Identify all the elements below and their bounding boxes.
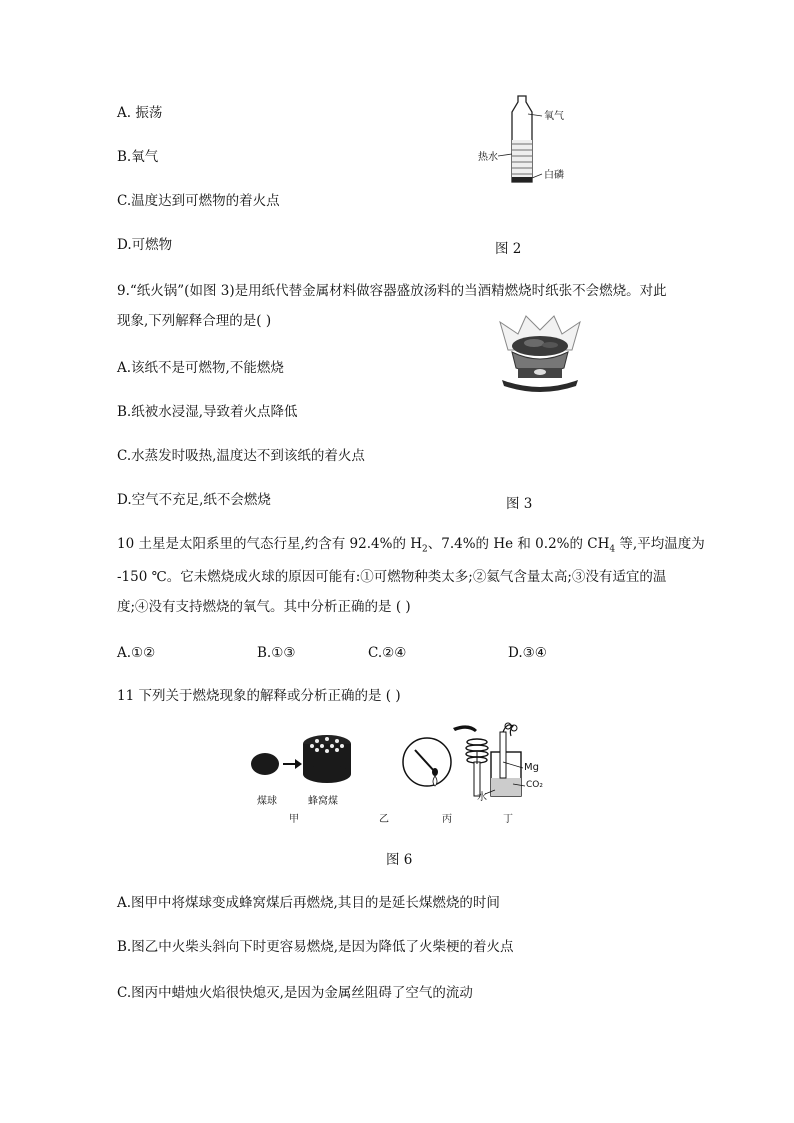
q9-option-c: C.水蒸发时吸热,温度达不到该纸的着火点: [117, 448, 365, 464]
q8-option-d: D.可燃物: [117, 237, 173, 253]
fig6-label-co2: CO₂: [526, 780, 543, 790]
fig6-label-jia: 甲: [289, 814, 299, 825]
fig6-label-water: 水: [477, 792, 487, 803]
q10-sub-2: 2: [422, 544, 428, 555]
q10-stem-line3: 度;④没有支持燃烧的氧气。其中分析正确的是 ( ): [117, 599, 411, 615]
q10-options: [117, 643, 677, 663]
fig2-label-hot-water: 热水: [478, 152, 498, 163]
figure-6: [245, 722, 555, 830]
q11-option-b: B.图乙中火柴头斜向下时更容易燃烧,是因为降低了火柴梗的着火点: [117, 939, 514, 955]
q8-option-c: C.温度达到可燃物的着火点: [117, 193, 280, 209]
q11-option-a: A.图甲中将煤球变成蜂窝煤后再燃烧,其目的是延长煤燃烧的时间: [117, 895, 500, 911]
q9-stem-line1: 9.“纸火锅”(如图 3)是用纸代替金属材料做容器盛放汤料的当酒精燃烧时纸张不会燃烧。对此: [117, 283, 667, 299]
q10-stem-line1: [117, 534, 705, 554]
figure-2-bottle: [478, 92, 578, 192]
q11-stem: 11 下列关于燃烧现象的解释或分析正确的是 ( ): [117, 688, 401, 704]
q10-option-c: C.②④: [368, 645, 407, 661]
fig6-label-honeycomb: 蜂窝煤: [308, 796, 338, 807]
q8-option-a: A. 振荡: [117, 105, 163, 121]
q10-line1-post: 等,平均温度为: [615, 536, 705, 552]
fig6-caption: 图 6: [386, 852, 413, 868]
fig2-label-oxygen: 氧气: [544, 111, 564, 122]
q8-option-b: B.氧气: [117, 149, 159, 165]
q10-line1-mid: 、7.4%的 He 和 0.2%的 CH: [427, 536, 610, 552]
fig2-label-white-phosphorus: 白磷: [544, 170, 564, 181]
q9-option-d: D.空气不充足,纸不会燃烧: [117, 492, 271, 508]
q10-sub-4: 4: [609, 544, 616, 555]
fig6-label-coal-ball: 煤球: [257, 796, 277, 807]
fig6-label-bing: 丙: [442, 814, 452, 825]
fig2-caption: 图 2: [495, 241, 522, 257]
fig6-label-yi: 乙: [379, 814, 389, 825]
q10-option-b: B.①③: [257, 645, 296, 661]
q10-stem-line2: -150 ℃。它未燃烧成火球的原因可能有:①可燃物种类太多;②氦气含量太高;③没有适宜的温: [117, 569, 667, 585]
figure-3-paper-hotpot: [496, 314, 584, 396]
q9-stem-line2: 现象,下列解释合理的是( ): [117, 313, 272, 329]
fig6-label-mg: Mg: [524, 762, 539, 773]
q9-option-b: B.纸被水浸湿,导致着火点降低: [117, 404, 298, 420]
q9-option-a: A.该纸不是可燃物,不能燃烧: [117, 360, 284, 376]
q10-option-a: A.①②: [117, 645, 156, 661]
q10-line1-pre: 10 土星是太阳系里的气态行星,约含有 92.4%的 H: [117, 536, 423, 552]
fig3-caption: 图 3: [506, 496, 533, 512]
q10-option-d: D.③④: [508, 645, 547, 661]
q11-option-c: C.图丙中蜡烛火焰很快熄灭,是因为金属丝阻碍了空气的流动: [117, 985, 473, 1001]
fig6-label-ding: 丁: [503, 814, 513, 825]
